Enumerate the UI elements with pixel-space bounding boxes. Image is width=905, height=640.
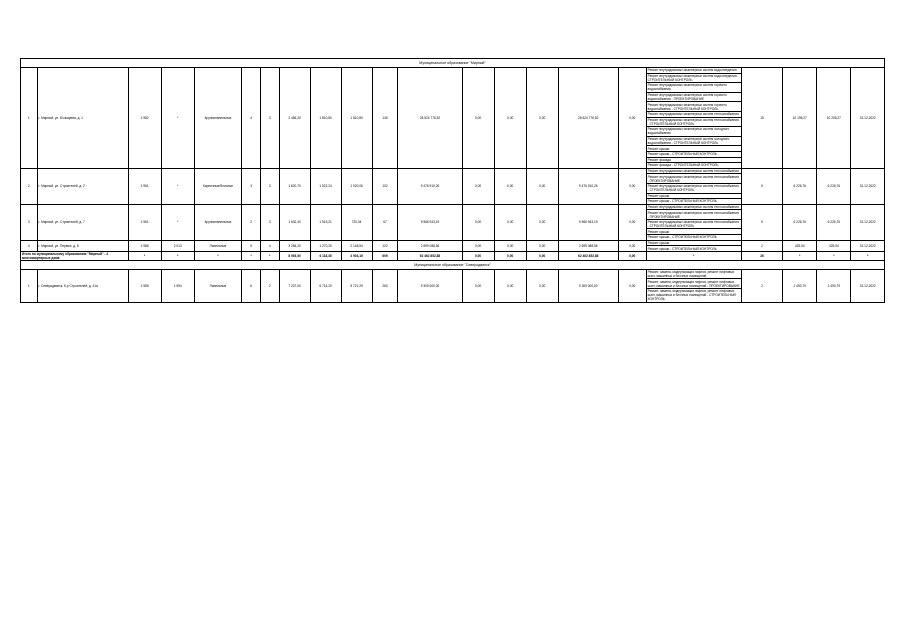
work-type-cell: Ремонт крыши - СТРОИТЕЛЬНЫЙ КОНТРОЛЬ — [646, 246, 741, 252]
cell-c14: 9 476 910,26 — [558, 168, 618, 204]
cell-c11: 0,00 — [462, 269, 494, 302]
cell-c10: 9 309 000,00 — [398, 269, 462, 302]
cell-c19: 31.12.2022 — [851, 269, 885, 302]
total-cell-c18: * — [817, 251, 851, 260]
cell-num: 1 — [21, 68, 38, 169]
cell-c16: 2 — [741, 240, 782, 251]
work-type-cell: Ремонт крыши — [646, 240, 741, 246]
cell-c3: Панельные — [194, 240, 242, 251]
cell-c7: 1 270,20 — [310, 240, 341, 251]
cell-address: г. Северодвинск, б-р Строителей, д. 41а — [37, 269, 128, 302]
cell-c13: 0,00 — [526, 168, 558, 204]
cell-c8: 5 721,29 — [341, 269, 372, 302]
cell-c1: 1 961 — [128, 168, 161, 204]
cell-c1: 1 961 — [128, 204, 161, 240]
cell-c12: 0,00 — [494, 240, 526, 251]
cell-c9: 145 — [372, 68, 398, 169]
work-type-cell: Ремонт внутридомовых инженерных систем водоотведения — [646, 68, 741, 74]
total-cell-c10: 62 462 852,88 — [398, 251, 462, 260]
cell-c2: * — [161, 204, 194, 240]
cell-c18: 1 490,79 — [817, 269, 851, 302]
table-row — [21, 68, 885, 74]
work-type-cell: Ремонт, замена, модернизация лифтов, ремонт лифтовых шахт, машинных и блочных помещений - ПРОЕКТИРОВАНИЕ — [647, 279, 740, 288]
total-cell-c9: 609 — [372, 251, 398, 260]
cell-c17: 1 490,79 — [783, 269, 817, 302]
cell-c17: 6 226,76 — [783, 204, 817, 240]
section-total-row — [21, 251, 885, 260]
total-cell-c12: 0,00 — [494, 251, 526, 260]
cell-address: г. Мирный, ул. Строителей, д. 2 — [37, 168, 128, 204]
work-type-cell: Ремонт крыши — [646, 146, 741, 152]
cell-c16: 15 — [741, 68, 782, 169]
work-type-cell: Ремонт внутридомовых инженерных систем теплоснабжения - СТРОИТЕЛЬНЫЙ КОНТРОЛЬ — [646, 183, 741, 193]
total-cell-work: * — [646, 251, 741, 260]
total-cell-c2: * — [161, 251, 194, 260]
total-label: Итого по муниципальному образованию "Мирный" - 4 многоквартирных дома — [21, 251, 129, 260]
total-cell-c15: 0,00 — [618, 251, 646, 260]
table-row — [21, 269, 885, 279]
work-type-cell: Ремонт крыши - СТРОИТЕЛЬНЫЙ КОНТРОЛЬ — [646, 199, 741, 205]
cell-c5: 3 — [260, 68, 279, 169]
cell-c14: 9 309 000,00 — [558, 269, 618, 302]
table-row — [21, 204, 885, 210]
cell-c3: Панельные — [194, 269, 242, 302]
cell-c7: 1 522,24 — [310, 168, 341, 204]
cell-c18: 6 226,76 — [817, 168, 851, 204]
cell-c2: 1 994 — [161, 269, 194, 302]
total-cell-c6: 8 993,50 — [279, 251, 310, 260]
cell-c11: 0,00 — [462, 68, 494, 169]
cell-c9: 122 — [372, 240, 398, 251]
cell-c12: 0,00 — [494, 68, 526, 169]
cell-c10: 9 476 910,26 — [398, 168, 462, 204]
cell-c11: 0,00 — [462, 240, 494, 251]
cell-c3: Крупнопанельные — [194, 204, 242, 240]
cell-c1: 1 986 — [128, 240, 161, 251]
cell-c7: 6 714,20 — [310, 269, 341, 302]
work-type-cell: Ремонт внутридомовых инженерных систем теплоснабжения - СТРОИТЕЛЬНЫЙ КОНТРОЛЬ — [646, 117, 741, 127]
total-cell-c17: * — [783, 251, 817, 260]
table-row — [21, 168, 885, 174]
section-header-row — [21, 260, 885, 269]
cell-c17: 6 226,76 — [783, 168, 817, 204]
work-type-cell: Ремонт, замена, модернизация лифтов, ремонт лифтовых шахт, машинных и блочных помещений - СТРОИТЕЛЬНЫЙ КОНТРОЛЬ — [646, 289, 741, 303]
cell-c16: 5 — [741, 204, 782, 240]
work-type-cell: Ремонт внутридомовых инженерных систем горячего водоснабжения - СТРОИТЕЛЬНЫЙ КОНТРОЛЬ — [646, 102, 741, 112]
cell-c8: 720,04 — [341, 204, 372, 240]
cell-c14: 9 566 943,19 — [558, 204, 618, 240]
cell-c12: 0,00 — [494, 168, 526, 204]
cell-c15: 0,00 — [618, 269, 646, 302]
work-type-cell: Ремонт внутридомовых инженерных систем холодного водоснабжения — [646, 127, 741, 137]
cell-num: 4 — [21, 240, 38, 251]
total-cell-c16: 26 — [741, 251, 782, 260]
cell-c9: 260 — [372, 269, 398, 302]
cell-c1: 1 985 — [128, 269, 161, 302]
cell-c15: 0,00 — [618, 204, 646, 240]
cell-c3: Кирпичные/блочные — [194, 168, 242, 204]
cell-c5: 3 — [260, 168, 279, 204]
work-type-cell: Ремонт внутридомовых инженерных систем теплоснабжения — [646, 204, 741, 210]
cell-c10: 28 524 776,52 — [398, 68, 462, 169]
cell-c6: 2 456,20 — [279, 68, 310, 169]
work-type-cell: Ремонт фасада — [646, 157, 741, 163]
total-cell-c19: * — [851, 251, 885, 260]
cell-c14: 28 524 776,52 — [558, 68, 618, 169]
work-type-cell: Ремонт, замена, модернизация лифтов, ремонт лифтовых шахт, машинных и блочных помещений — [646, 269, 741, 279]
work-type-cell: Ремонт крыши - СТРОИТЕЛЬНЫЙ КОНТРОЛЬ — [646, 235, 741, 241]
work-type-cell: Ремонт крыши — [646, 229, 741, 235]
cell-c17: 425,54 — [783, 240, 817, 251]
cell-c2: 2 013 — [161, 240, 194, 251]
work-type-cell: Ремонт внутридомовых инженерных систем теплоснабжения - СТРОИТЕЛЬНЫЙ КОНТРОЛЬ — [646, 219, 741, 229]
total-cell-c4: * — [242, 251, 261, 260]
cell-c11: 0,00 — [462, 168, 494, 204]
cell-c6: 1 632,40 — [279, 204, 310, 240]
cell-c13: 0,00 — [526, 68, 558, 169]
total-cell-c13: 0,00 — [526, 251, 558, 260]
work-type-cell: Ремонт внутридомовых инженерных систем теплоснабжения - ПРОЕКТИРОВАНИЕ — [646, 174, 741, 184]
cell-c13: 0,00 — [526, 240, 558, 251]
cell-c5: 2 — [260, 269, 279, 302]
cell-c7: 1 810,80 — [310, 68, 341, 169]
cell-c5: 3 — [260, 204, 279, 240]
work-type-cell: Ремонт внутридомовых инженерных систем горячего водоснабжения - ПРОЕКТИРОВАНИЕ — [646, 92, 741, 102]
cell-c13: 0,00 — [526, 204, 558, 240]
total-cell-c1: * — [128, 251, 161, 260]
cell-c19: 31.12.2022 — [851, 240, 885, 251]
cell-c4: 4 — [242, 68, 261, 169]
cell-c7: 1 515,21 — [310, 204, 341, 240]
total-cell-c14: 62 462 852,88 — [558, 251, 618, 260]
cell-c12: 0,00 — [494, 269, 526, 302]
cell-address: г. Мирный, ул. Бочкарева, д. 1 — [37, 68, 128, 169]
cell-c16: 5 — [741, 168, 782, 204]
section-header-row — [21, 59, 885, 68]
total-cell-c7: 6 118,45 — [310, 251, 341, 260]
work-type-cell: Ремонт крыши — [646, 193, 741, 199]
work-type-cell: Ремонт внутридомовых инженерных систем теплоснабжения — [646, 111, 741, 117]
cell-c8: 2 148,54 — [341, 240, 372, 251]
cell-c17: 10 195,27 — [783, 68, 817, 169]
cell-c9: 102 — [372, 168, 398, 204]
work-type-cell: Ремонт внутридомовых инженерных систем горячего водоснабжения — [646, 83, 741, 93]
cell-c6: 3 284,20 — [279, 240, 310, 251]
cell-c15: 0,00 — [618, 240, 646, 251]
cell-c19: 31.12.2022 — [851, 168, 885, 204]
cell-c8: 1 020,06 — [341, 168, 372, 204]
cell-c18: 6 226,76 — [817, 204, 851, 240]
cell-c14: 2 699 088,56 — [558, 240, 618, 251]
cell-c18: 425,54 — [817, 240, 851, 251]
cell-c9: 67 — [372, 204, 398, 240]
cell-c19: 31.12.2022 — [851, 204, 885, 240]
cell-c16: 2 — [741, 269, 782, 302]
work-type-cell: Ремонт крыши - СТРОИТЕЛЬНЫЙ КОНТРОЛЬ — [646, 151, 741, 157]
total-cell-c3: * — [194, 251, 242, 260]
total-cell-c5: * — [260, 251, 279, 260]
cell-num: 2 — [21, 168, 38, 204]
cell-address: г. Мирный, ул. Первых, д. 8 — [37, 240, 128, 251]
work-type-cell: Ремонт внутридомовых инженерных систем водоотведения - СТРОИТЕЛЬНЫЙ КОНТРОЛЬ — [646, 73, 741, 83]
cell-c4: 3 — [242, 168, 261, 204]
cell-c2: * — [161, 68, 194, 169]
cell-c12: 0,00 — [494, 204, 526, 240]
cell-c10: 9 566 943,19 — [398, 204, 462, 240]
cell-c11: 0,00 — [462, 204, 494, 240]
cell-c6: 1 620,70 — [279, 168, 310, 204]
section-title: Муниципальное образование "Северодвинск" — [21, 260, 885, 269]
cell-c4: 2 — [242, 204, 261, 240]
cell-c4: 5 — [242, 240, 261, 251]
cell-c8: 1 810,80 — [341, 68, 372, 169]
work-type-cell: Ремонт внутридомовых инженерных систем теплоснабжения - ПРОЕКТИРОВАНИЕ — [646, 210, 741, 220]
table-row — [21, 240, 885, 246]
cell-c13: 0,00 — [526, 269, 558, 302]
capital-repair-table — [20, 58, 885, 303]
cell-c5: 4 — [260, 240, 279, 251]
total-cell-c11: 0,00 — [462, 251, 494, 260]
work-type-cell: Ремонт внутридомовых инженерных систем теплоснабжения — [646, 168, 741, 174]
work-type-cell: Ремонт фасада - СТРОИТЕЛЬНЫЙ КОНТРОЛЬ — [646, 163, 741, 169]
cell-c10: 2 699 088,56 — [398, 240, 462, 251]
cell-c4: 6 — [242, 269, 261, 302]
cell-address: г. Мирный, ул. Строителей, д. 7 — [37, 204, 128, 240]
section-title: Муниципальное образование "Мирный" — [21, 59, 885, 68]
cell-c15: 0,00 — [618, 68, 646, 169]
cell-c18: 10 205,27 — [817, 68, 851, 169]
cell-c1: 1 982 — [128, 68, 161, 169]
cell-num: 1 — [21, 269, 38, 302]
total-cell-c8: 4 904,19 — [341, 251, 372, 260]
cell-c6: 7 237,00 — [279, 269, 310, 302]
cell-num: 3 — [21, 204, 38, 240]
cell-c3: Крупнопанельные — [194, 68, 242, 169]
cell-c15: 0,00 — [618, 168, 646, 204]
work-type-cell: Ремонт внутридомовых инженерных систем холодного водоснабжения - СТРОИТЕЛЬНЫЙ КОНТРОЛЬ — [646, 136, 741, 146]
cell-c2: * — [161, 168, 194, 204]
cell-c19: 31.12.2022 — [851, 68, 885, 169]
